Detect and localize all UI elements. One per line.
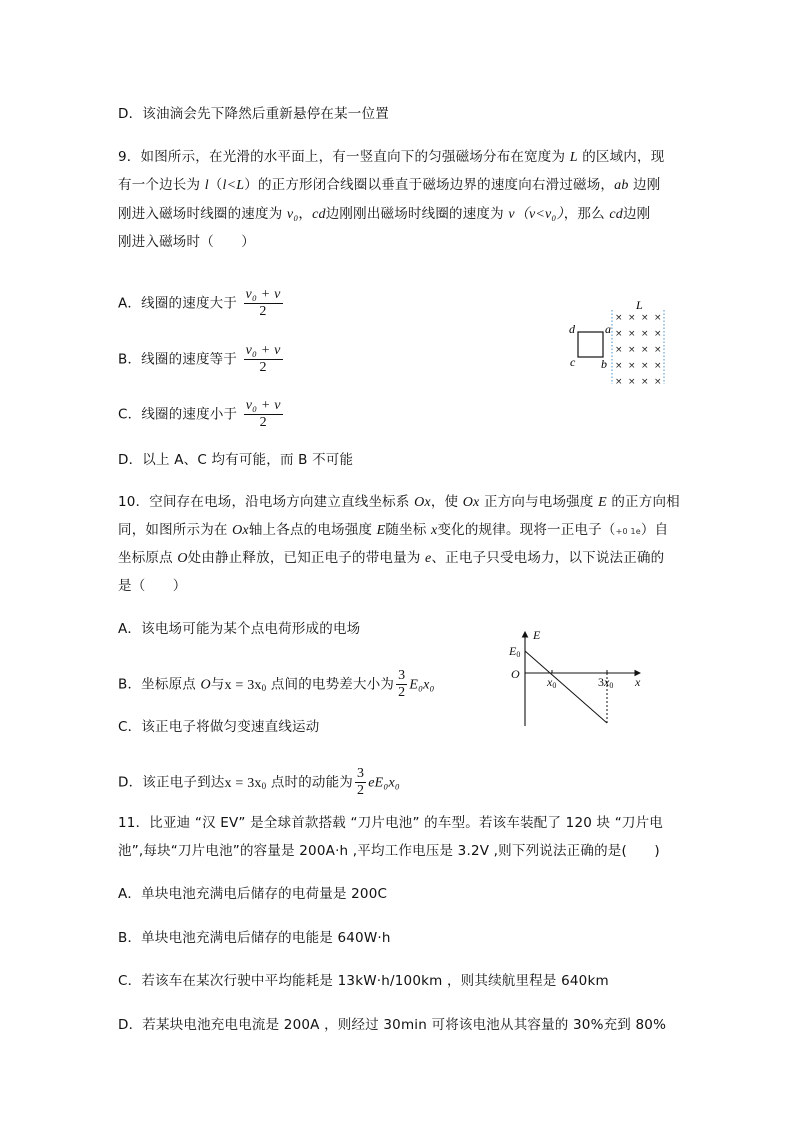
option-text: 坐标原点 (141, 676, 196, 693)
svg-text:×: × (654, 329, 662, 339)
svg-text:×: × (641, 313, 649, 323)
axis-label-E: E (533, 628, 541, 642)
q10-text: 变化的规律。现将一正电子（ (437, 522, 616, 538)
svg-text:×: × (615, 361, 623, 371)
option-label: C． (118, 719, 142, 735)
q11-option-b (118, 928, 391, 948)
option-text: 单块电池充满电后储存的电荷量是 200C (141, 886, 388, 902)
option-label: C． (118, 973, 142, 989)
svg-text:×: × (654, 313, 662, 323)
q10-text: ）自 (640, 522, 669, 538)
q9-stem-line4 (118, 232, 255, 252)
svg-text:×: × (615, 345, 623, 355)
q9-magnetic-field-figure (560, 296, 680, 390)
label-d: d (569, 322, 575, 336)
option-text: 线圈的速度等于 (141, 351, 238, 368)
q9-text: 如图所示，在光滑的水平面上，有一竖直向下的匀强磁场分布在宽度为 (140, 149, 566, 165)
option-label: A． (118, 886, 142, 902)
tick-label-E0: E0 (509, 644, 521, 659)
option-text: 点时的动能为 (270, 774, 354, 791)
fraction-numerator: 3 (398, 668, 406, 683)
option-label: D． (118, 774, 143, 791)
q10-var-Ox: Ox (232, 523, 249, 538)
option-text: 若某块电池充电电流是 200A ，则经过 30min 可将该电池从其容量的 30%充到 80% (142, 1017, 667, 1033)
option-text: 线圈的速度大于 (141, 295, 238, 312)
q8-option-d (118, 104, 389, 124)
q9-condition2: （v<v₀） (514, 207, 564, 222)
q10-var-E: E (598, 495, 607, 510)
q10-text: ，使 (430, 494, 459, 510)
q10-option-c (118, 717, 319, 737)
q9-stem-line1 (118, 147, 664, 168)
q9-text: ，那么 (563, 206, 605, 222)
q9-stem-line3 (118, 204, 650, 225)
q10-stem-line4 (118, 576, 187, 596)
q9-stem-line2 (118, 175, 660, 196)
fraction-denominator: 2 (357, 783, 365, 798)
fraction-denominator: 2 (398, 685, 406, 700)
q11-stem-line2 (118, 841, 660, 861)
label-a: a (605, 322, 611, 336)
svg-text:×: × (628, 361, 636, 371)
q11-option-a (118, 884, 387, 904)
svg-text:×: × (641, 361, 649, 371)
q10-option-d (118, 766, 400, 799)
fraction-denominator: 2 (259, 415, 267, 430)
option-label: D． (118, 452, 143, 468)
q9-var-cd: cd (609, 207, 623, 222)
expr-x-eq-3x0: $x = 3x_0$ (224, 775, 267, 791)
q10-text: 的正方向相 (611, 494, 680, 510)
option-label: C． (118, 406, 142, 423)
expr-eE0x0: eE₀x₀ (368, 775, 400, 791)
label-c: c (570, 355, 576, 369)
fraction-denominator: 2 (259, 360, 267, 375)
option-text: 该电场可能为某个点电荷形成的电场 (141, 621, 361, 637)
svg-text:×: × (641, 377, 649, 387)
option-text: 点间的电势差大小为 (270, 676, 395, 693)
q9-var-L: L (569, 150, 578, 165)
q10-var-e: e (425, 551, 432, 566)
q10-number: 10． (118, 494, 150, 510)
q9-text: 边刚 (633, 177, 661, 193)
option-text: 该正电子到达 (142, 774, 225, 791)
q10-text: 坐标原点 (118, 550, 173, 566)
fraction (244, 398, 283, 431)
q10-text: 、正电子只受电场力，以下说法正确的 (431, 550, 665, 566)
expr-E0x0: E₀x₀ (409, 677, 435, 693)
fraction-numerator: v₀ + v (245, 287, 281, 302)
svg-text:×: × (641, 345, 649, 355)
q10-option-a (118, 619, 360, 639)
q9-text: 的区域内，现 (582, 149, 665, 165)
q9-var-v0: v₀ (286, 207, 299, 222)
q10-text: 是（ ） (118, 578, 187, 594)
q10-stem-line1 (118, 492, 680, 513)
q9-var-v: v (508, 207, 515, 222)
q10-stem-line2 (118, 520, 668, 542)
q10-var-Ox: Ox (414, 495, 431, 510)
option-label: A． (118, 621, 142, 637)
option-text: 若该车在某次行驶中平均能耗是 13kW·h/100km ，则其续航里程是 640km (141, 973, 609, 989)
option-text: 线圈的速度小于 (141, 406, 238, 423)
q9-number: 9． (118, 149, 141, 165)
svg-text:×: × (615, 377, 623, 387)
q9-text: ， (298, 206, 313, 222)
q9-text: 有一个边长为 (118, 177, 201, 193)
svg-text:×: × (654, 345, 662, 355)
q9-option-b (118, 343, 285, 376)
q9-text: 刚进入磁场时线圈的速度为 (118, 206, 283, 222)
q10-text: 同，如图所示为在 (118, 522, 228, 538)
q9-text: 刚进入磁场时（ ） (118, 234, 255, 250)
svg-text:×: × (628, 345, 636, 355)
q10-var-O: O (177, 551, 188, 566)
q9-option-c (118, 398, 285, 431)
q9-var-l: l (204, 178, 209, 193)
svg-text:×: × (628, 377, 636, 387)
fraction (244, 343, 283, 376)
q11-option-c (118, 971, 609, 991)
tick-label-x0: x0 (547, 675, 557, 690)
q10-text: 轴上各点的电场强度 (248, 522, 373, 538)
axis-label-x: x (635, 675, 641, 689)
option-text: 以上 A、C 均有可能，而 B 不可能 (142, 452, 354, 468)
q9-paren: ） (244, 177, 258, 193)
q10-var-Ox: Ox (462, 495, 480, 510)
svg-text:×: × (654, 361, 662, 371)
field-crosses (615, 313, 662, 387)
var-O: O (200, 677, 211, 693)
e-line (525, 651, 607, 723)
option-label: B． (118, 676, 142, 693)
svg-text:×: × (628, 313, 636, 323)
q10-text: 空间存在电场，沿电场方向建立直线坐标系 (149, 494, 410, 510)
fraction-numerator: v₀ + v (245, 343, 281, 358)
q9-paren: （ (208, 177, 223, 193)
option-label: A． (118, 295, 142, 312)
option-label: D． (118, 1017, 143, 1033)
svg-text:×: × (615, 329, 623, 339)
origin-label-O: O (511, 667, 520, 681)
q10-var-E: E (376, 523, 386, 538)
q10-option-b (118, 668, 435, 701)
svg-text:×: × (615, 313, 623, 323)
expr-text: x = 3x (224, 677, 262, 693)
q10-text: 处由静止释放，已知正电子的带电量为 (187, 550, 421, 566)
svg-text:×: × (628, 329, 636, 339)
expr-x-eq-3x0: $x = 3x_0$ (224, 677, 267, 693)
label-L: L (636, 298, 643, 312)
label-b: b (601, 357, 607, 371)
positron-symbol: +0 1e (615, 527, 641, 536)
option-label: B． (118, 930, 142, 946)
fraction-numerator: v₀ + v (245, 398, 281, 413)
svg-text:×: × (654, 377, 662, 387)
q10-text: 正方向与电场强度 (483, 494, 594, 510)
q10-text: 随坐标 (385, 522, 427, 538)
option-text: 该正电子将做匀变速直线运动 (141, 719, 320, 735)
expr-text: x = 3x (224, 775, 262, 791)
option-label: B． (118, 351, 142, 368)
fraction-numerator: 3 (357, 766, 365, 781)
q11-number: 11． (118, 815, 150, 831)
option-text: 与 (210, 676, 225, 693)
q10-var-x: x (431, 523, 438, 538)
option-text: 单块电池充满电后储存的电能是 640W·h (141, 930, 391, 946)
q10-e-x-graph (505, 622, 650, 732)
q11-text: 比亚迪 “汉 EV” 是全球首款搭载 “刀片电池” 的车型。若该车装配了 120 块 “刀片电 (149, 815, 664, 831)
q8-option-d-text: D．该油滴会先下降然后重新悬停在某一位置 (118, 106, 389, 122)
q11-stem-line1 (118, 813, 663, 833)
q11-text: 池”,每块“刀片电池”的容量是 200A·h ,平均工作电压是 3.2V ,则下列说法正确的是( ) (118, 843, 660, 859)
square-coil (578, 332, 603, 357)
q10-stem-line3 (118, 548, 664, 569)
fraction (355, 766, 366, 799)
q11-option-d (118, 1015, 666, 1035)
q9-condition: l<L (222, 178, 245, 193)
fraction (396, 668, 407, 701)
q9-text: 的正方形闭合线圈以垂直于磁场边界的速度向右滑过磁场， (257, 177, 615, 193)
q9-var-ab: ab (614, 178, 629, 193)
fraction (244, 287, 283, 320)
q9-var-cd: cd (312, 207, 326, 222)
q9-text: 边刚 (622, 206, 651, 222)
svg-text:×: × (641, 329, 649, 339)
q9-text: 边刚刚出磁场时线圈的速度为 (325, 206, 504, 222)
q9-option-d (118, 450, 353, 470)
fraction-denominator: 2 (259, 304, 267, 319)
q9-option-a (118, 287, 285, 320)
tick-label-3x0: 3x0 (598, 675, 614, 690)
